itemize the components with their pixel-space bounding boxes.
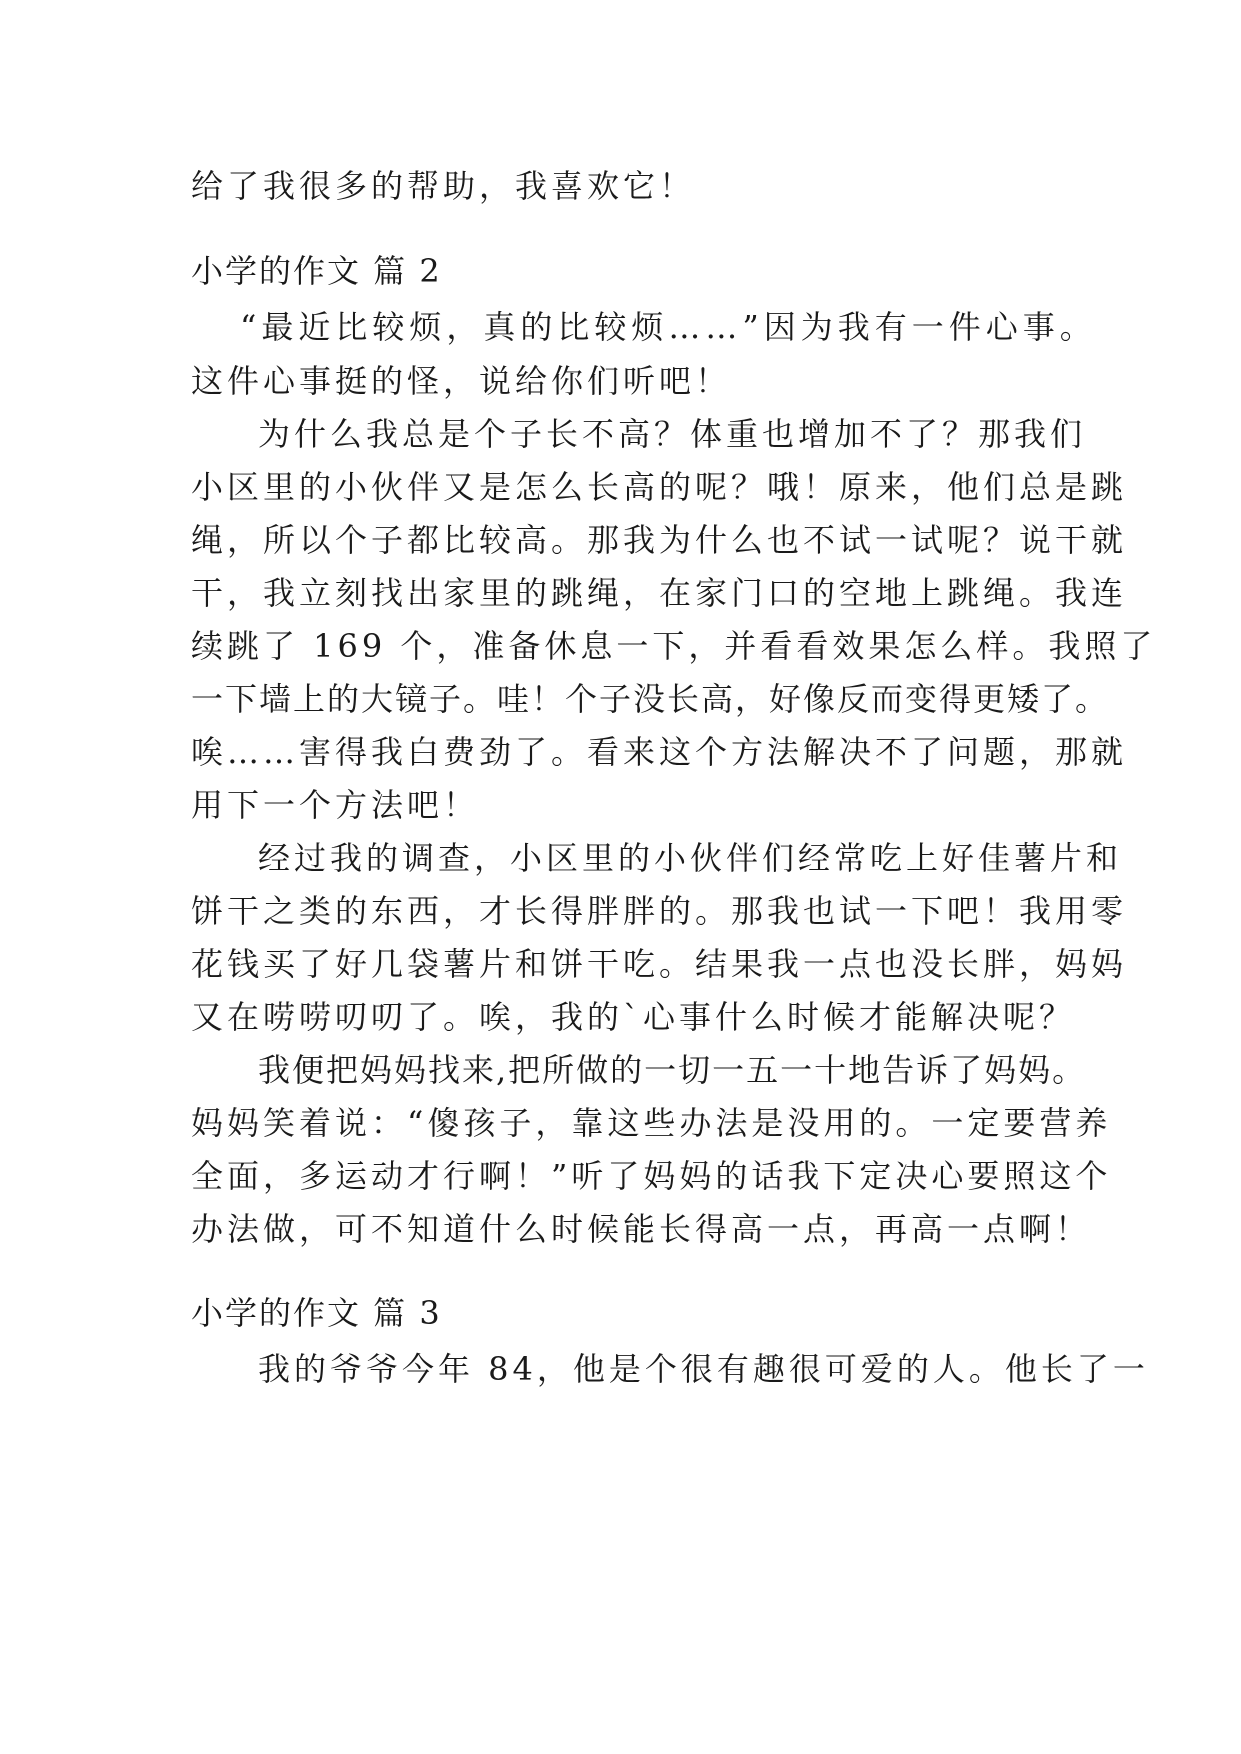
paragraph-line: 妈妈笑着说：“傻孩子，靠这些办法是没用的。一定要营养	[191, 1104, 1112, 1142]
paragraph-line: 干，我立刻找出家里的跳绳，在家门口的空地上跳绳。我连	[191, 574, 1128, 612]
paragraph-line: 办法做，可不知道什么时候能长得高一点，再高一点啊！	[191, 1210, 1092, 1248]
paragraph-line: 绳，所以个子都比较高。那我为什么也不试一试呢？说干就	[191, 521, 1128, 559]
paragraph-line: 一下墙上的大镜子。哇！个子没长高，好像反而变得更矮了。	[191, 680, 1110, 718]
paragraph-line: 这件心事挺的怪，说给你们听吧！	[191, 362, 732, 400]
paragraph-line: 为什么我总是个子长不高？体重也增加不了？那我们	[258, 415, 1087, 453]
section-heading: 小学的作文 篇 3	[191, 1294, 442, 1332]
text-line: 给了我很多的帮助，我喜欢它！	[191, 167, 696, 205]
paragraph-line: 我便把妈妈找来,把所做的一切一五一十地告诉了妈妈。	[258, 1051, 1087, 1089]
paragraph-line: 全面，多运动才行啊！”听了妈妈的话我下定决心要照这个	[191, 1157, 1112, 1195]
paragraph-line: 唉……害得我白费劲了。看来这个方法解决不了问题，那就	[191, 733, 1128, 771]
paragraph-line: 花钱买了好几袋薯片和饼干吃。结果我一点也没长胖，妈妈	[191, 945, 1128, 983]
paragraph-line: 用下一个方法吧！	[191, 786, 480, 824]
paragraph-line: 饼干之类的东西，才长得胖胖的。那我也试一下吧！我用零	[191, 892, 1128, 930]
section-heading: 小学的作文 篇 2	[191, 252, 442, 290]
paragraph-line: “最近比较烦，真的比较烦……”因为我有一件心事。	[240, 308, 1097, 346]
paragraph-line: 经过我的调查，小区里的小伙伴们经常吃上好佳薯片和	[258, 839, 1123, 877]
paragraph-line: 又在唠唠叨叨了。唉，我的`心事什么时候才能解决呢？	[191, 998, 1076, 1036]
paragraph-line: 小区里的小伙伴又是怎么长高的呢？哦！原来，他们总是跳	[191, 468, 1128, 506]
paragraph-line: 续跳了 169 个，准备休息一下，并看看效果怎么样。我照了	[191, 627, 1157, 665]
paragraph-line: 我的爷爷今年 84，他是个很有趣很可爱的人。他长了一	[258, 1350, 1149, 1388]
